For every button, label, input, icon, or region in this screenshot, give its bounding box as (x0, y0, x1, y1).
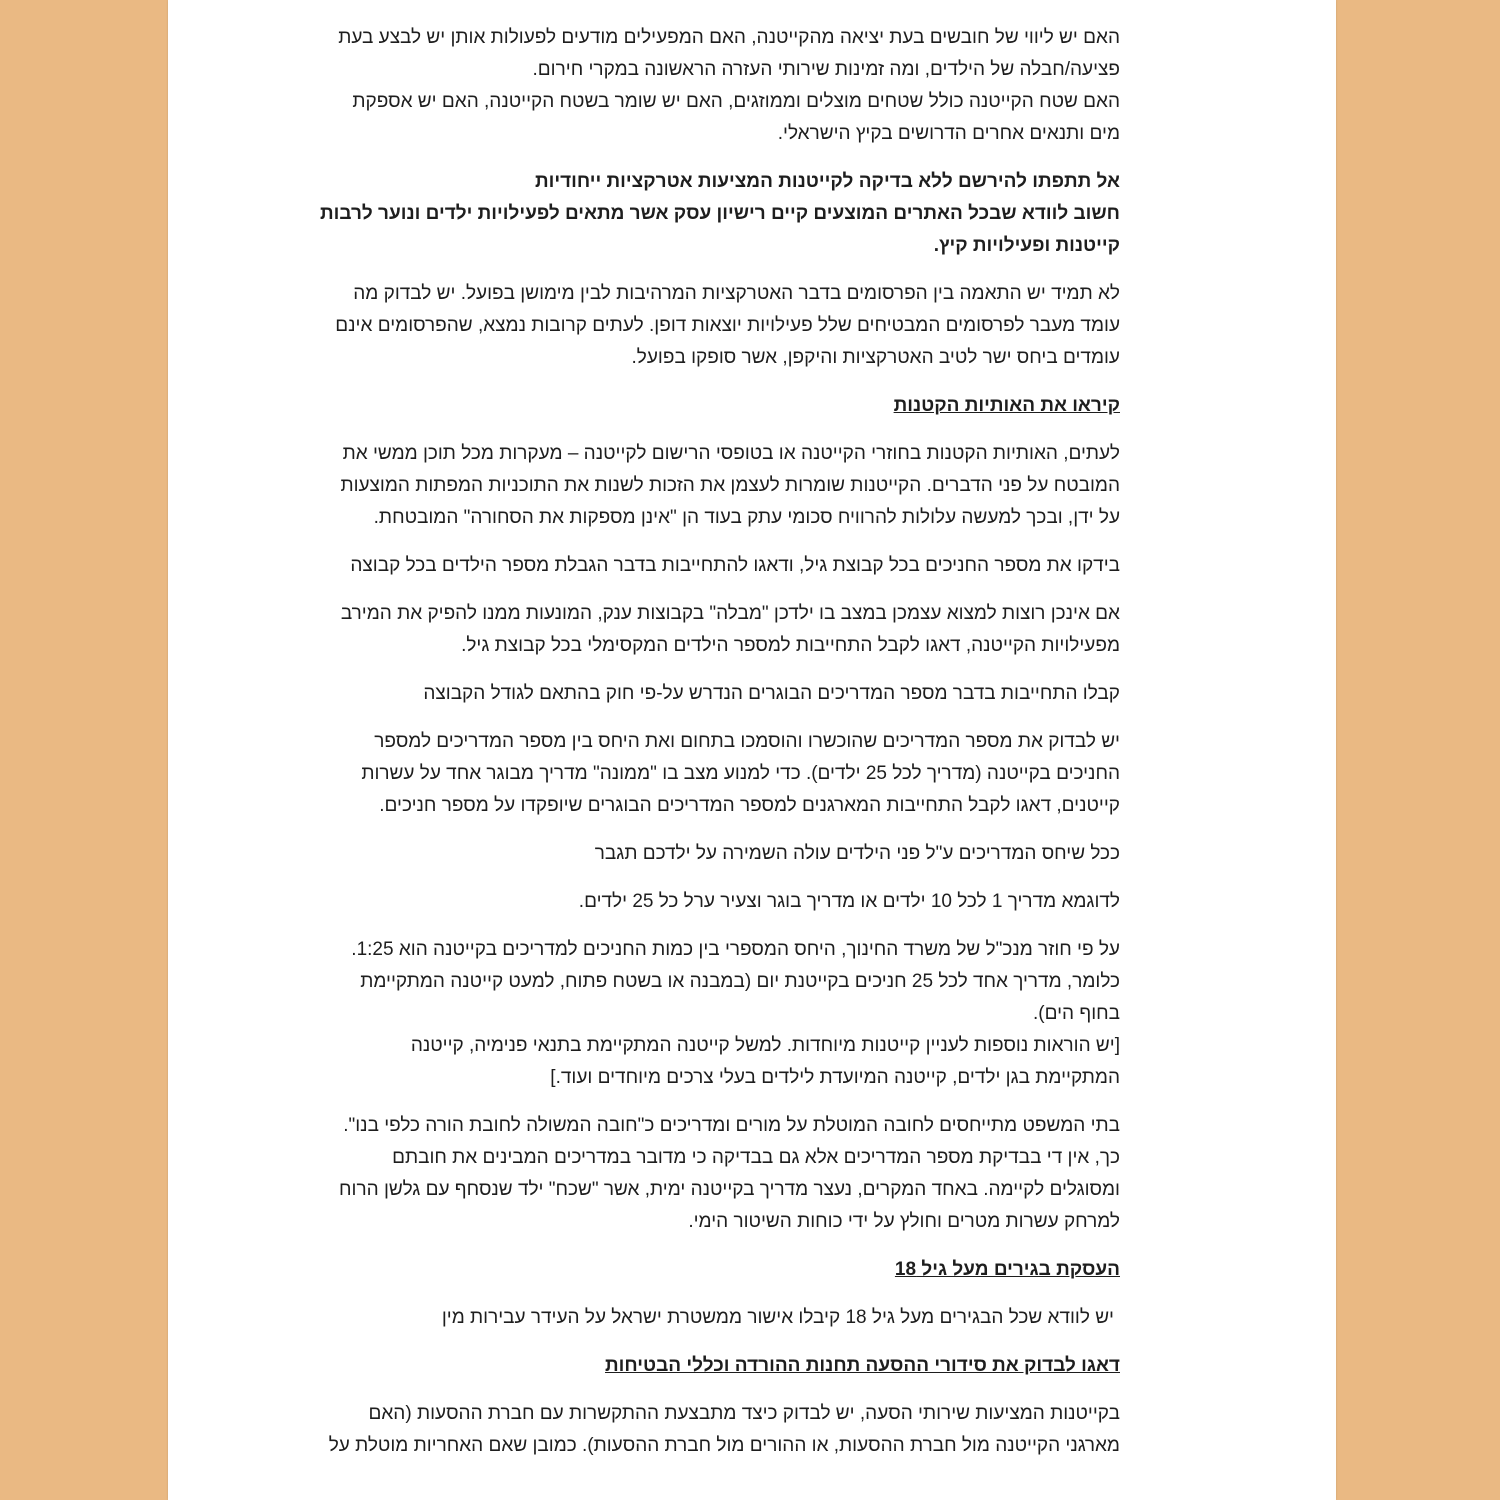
paragraph-ministry-circular (195, 934, 1120, 1094)
text-line: בחוף הים). (1032, 1003, 1120, 1024)
heading-transportation: דאגו לבדוק את סידורי ההסעה תחנות ההורדה וכללי הבטיחות (605, 1355, 1120, 1376)
paragraph-large-groups (195, 598, 1120, 662)
text-line: יש לבדוק את מספר המדריכים שהוכשרו והוסמכו בתחום ואת היחס בין מספר המדריכים למספר (374, 731, 1120, 752)
paragraph-transportation (195, 1398, 1120, 1462)
text-line: החניכים בקייטנה (מדריך לכל 25 ילדים). כדי למנוע מצב בו "ממונה" מדריך מבוגר אחד על עשרות (361, 763, 1120, 784)
text-line: מפעילויות הקייטנה, דאגו לקבל התחייבות למספר הילדים המקסימלי בכל קבוצת גיל. (461, 635, 1120, 656)
paragraph-police-clearance (195, 1302, 1120, 1334)
text-line: למרחק עשרות מטרים וחולץ על ידי כוחות השיטור הימי. (688, 1211, 1120, 1232)
paragraph-courts (195, 1110, 1120, 1238)
text-line: מים ותנאים אחרים הדרושים בקיץ הישראלי. (777, 123, 1120, 144)
text-line: חשוב לוודא שבכל האתרים המוצעים קיים רישיון עסק אשר מתאים לפעילויות ילדים ונוער לרבות (319, 203, 1120, 224)
text-line: בידקו את מספר החניכים בכל קבוצת גיל, ודאגו להתחייבות בדבר הגבלת מספר הילדים בכל קבוצה (350, 555, 1120, 576)
paragraph-supervision (195, 838, 1120, 870)
paragraph-small-print (195, 438, 1120, 534)
heading-adults-over-18: העסקת בגירים מעל גיל 18 (894, 1259, 1120, 1280)
paragraph-attractions-warning (195, 166, 1120, 262)
text-line: אם אינכן רוצות למצוא עצמכן במצב בו ילדכן "מבלה" בקבוצות ענק, המונעות ממנו להפיק את המירב (340, 603, 1120, 624)
paragraph-counselors-commitment (195, 678, 1120, 710)
text-line: על פי חוזר מנכ"ל של משרד החינוך, היחס המספרי בין כמות החניכים למדריכים בקייטנה הוא 1:25. (351, 939, 1120, 960)
text-line: יש לוודא שכל הבגירים מעל גיל 18 קיבלו אישור ממשטרת ישראל על העידר עבירות מין (441, 1307, 1114, 1328)
text-line: עומדים ביחס ישר לטיב האטרקציות והיקפן, אשר סופקו בפועל. (631, 347, 1120, 368)
text-line: מארגני הקייטנה מול חברת ההסעות, או ההורים מול חברת ההסעות). כמובן שאם האחריות מוטלת על (328, 1435, 1120, 1456)
text-line: קבלו התחייבות בדבר מספר המדריכים הבוגרים הנדרש על-פי חוק בהתאם לגודל הקבוצה (423, 683, 1120, 704)
paragraph-first-aid (195, 22, 1120, 150)
text-line: [יש הוראות נוספות לעניין קייטנות מיוחדות. למשל קייטנה המתקיימת בתנאי פנימיה, קייטנה (410, 1035, 1120, 1056)
text-line: האם שטח הקייטנה כולל שטחים מוצלים וממוזגים, האם יש שומר בשטח הקייטנה, האם יש אספקת (352, 91, 1120, 112)
text-line: בקייטנות המציעות שירותי הסעה, יש לבדוק כיצד מתבצעת ההתקשרות עם חברת ההסעות (האם (368, 1403, 1120, 1424)
text-line: האם יש ליווי של חובשים בעת יציאה מהקייטנה, האם המפעילים מודעים לפעולות אותן יש לבצע בעת (338, 27, 1120, 48)
text-line: לא תמיד יש התאמה בין הפרסומים בדבר האטרקציות המרהיבות לבין מימושן בפועל. יש לבדוק מה (353, 283, 1120, 304)
text-line: על ידן, ובכך למעשה עלולות להרוויח סכומי עתק בעוד הן "אינן מספקות את הסחורה" המובטחת. (373, 507, 1120, 528)
paragraph-example (195, 886, 1120, 918)
text-line: כך, אין די בבדיקת מספר המדריכים אלא גם בבדיקה כי מדובר במדריכים המבינים את חובתם (392, 1147, 1120, 1168)
text-line: המתקיימת בגן ילדים, קייטנה המיועדת לילדים בעלי צרכים מיוחדים ועוד.] (550, 1067, 1120, 1088)
text-line: בתי המשפט מתייחסים לחובה המוטלת על מורים ומדריכים כ"חובה המשולה לחובת הורה כלפי בנו". (343, 1115, 1120, 1136)
text-line: לדוגמא מדריך 1 לכל 10 ילדים או מדריך בוגר וצעיר ערל כל 25 ילדים. (578, 891, 1120, 912)
text-line: ככל שיחס המדריכים ע"ל פני הילדים עולה השמירה על ילדכם תגבר (594, 843, 1120, 864)
text-line: המובטח על פני הדברים. הקייטנות שומרות לעצמן את הזכות לשנות את התוכניות המפתות המוצעות (340, 475, 1120, 496)
text-line: קייטנות ופעילויות קיץ. (933, 235, 1120, 256)
text-line: כלומר, מדריך אחד לכל 25 חניכים בקייטנת יום (במבנה או בשטח פתוח, למעט קייטנה המתקיימת (360, 971, 1120, 992)
text-line: קייטנים, דאגו לקבל התחייבות המארגנים למספר המדריכים הבוגרים שיופקדו על מספר חניכים. (379, 795, 1120, 816)
paragraph-counselor-ratio (195, 726, 1120, 822)
text-line: פציעה/חבלה של הילדים, ומה זמינות שירותי העזרה הראשונה במקרי חירום. (532, 59, 1120, 80)
document-body (195, 22, 1120, 1478)
text-line: לעתים, האותיות הקטנות בחוזרי הקייטנה או בטופסי הרישום לקייטנה – מעקרות מכל תוכן ממשי את (342, 443, 1120, 464)
paragraph-advertising (195, 278, 1120, 374)
text-line: אל תתפתו להירשם ללא בדיקה לקייטנות המציעות אטרקציות ייחודיות (534, 171, 1120, 192)
text-line: עומד מעבר לפרסומים המבטיחים שלל פעילויות יוצאות דופן. לעתים קרובות נמצא, שהפרסומים אינם (335, 315, 1120, 336)
text-line: ומסוגלים לקיימה. באחד המקרים, נעצר מדריך בקייטנה ימית, אשר "שכח" ילד שנסחף עם גלשן הרוח (339, 1179, 1120, 1200)
paragraph-group-size (195, 550, 1120, 582)
heading-small-print: קיראו את האותיות הקטנות (893, 395, 1120, 416)
